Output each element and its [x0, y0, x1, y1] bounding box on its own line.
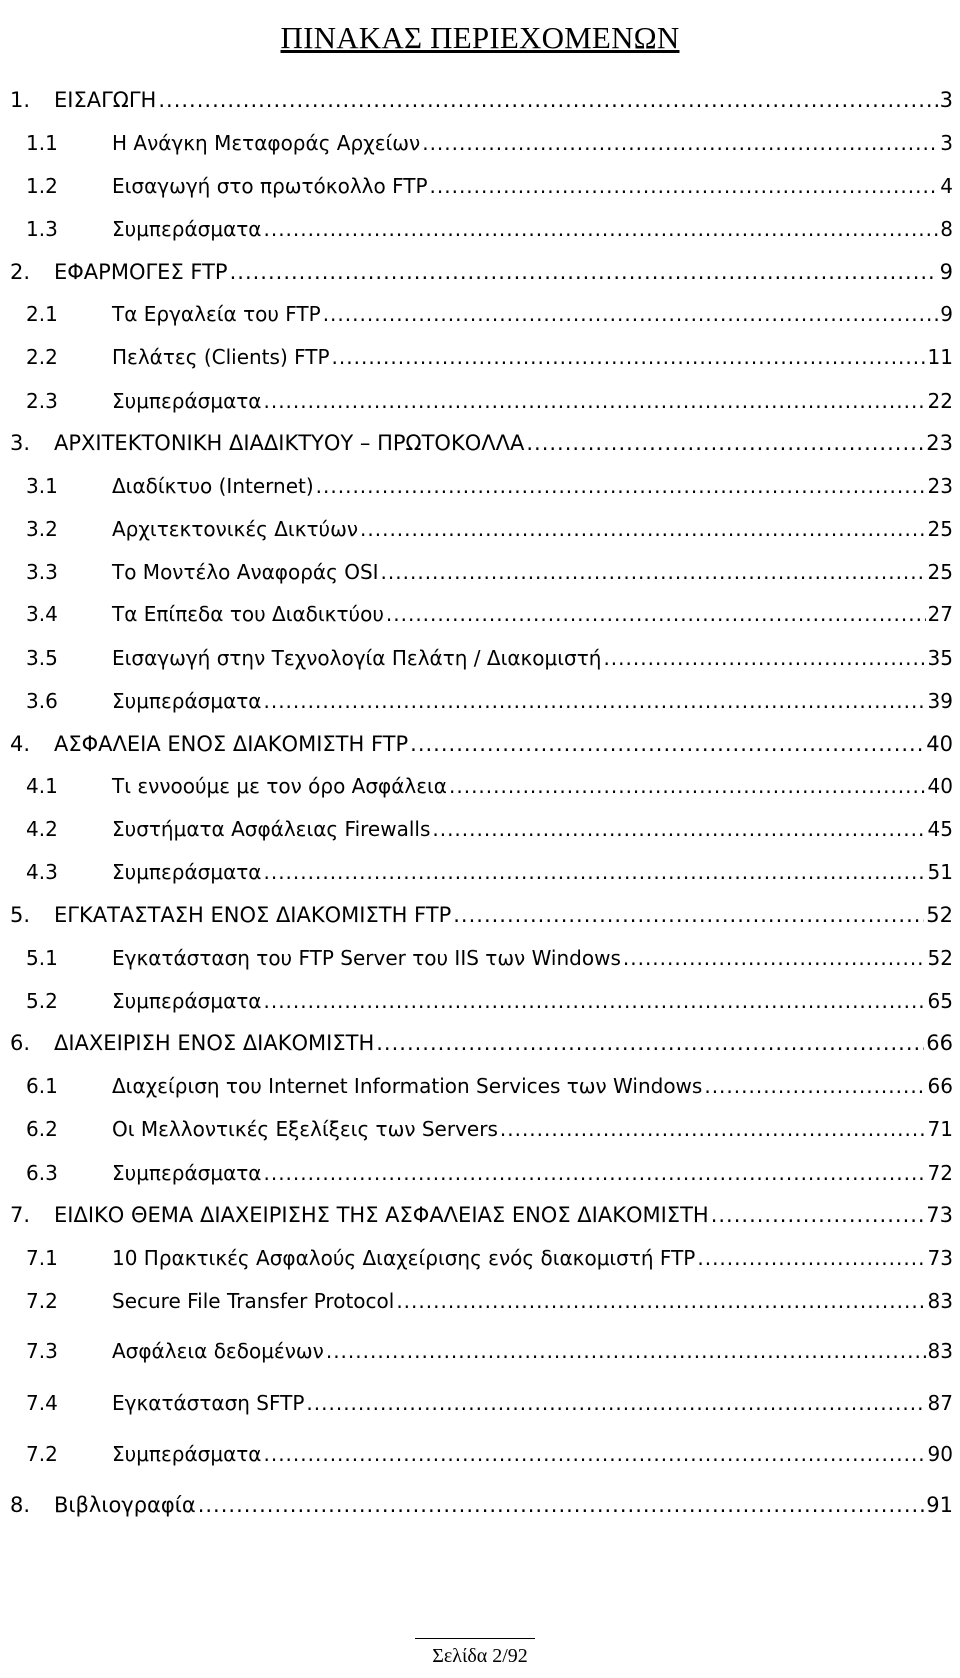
toc-entry[interactable] — [0, 211, 960, 247]
toc-entry-body — [112, 1385, 953, 1421]
toc-entry[interactable] — [0, 811, 960, 847]
toc-entry[interactable] — [0, 82, 960, 118]
toc-leader-dots — [432, 811, 925, 847]
toc-entry-title: ΕΦΑΡΜΟΓΕΣ FTP — [54, 260, 228, 284]
toc-entry-number: 7. — [10, 1203, 31, 1227]
toc-entry-page: 25 — [927, 517, 953, 541]
toc-entry[interactable] — [0, 1111, 960, 1147]
toc-entry-number: 3. — [10, 431, 31, 455]
toc-entry-title: Συμπεράσματα — [112, 1442, 262, 1466]
toc-entry-title: Εισαγωγή στο πρωτόκολλο FTP — [112, 174, 428, 198]
toc-leader-dots — [697, 1240, 925, 1276]
page-footer — [0, 1645, 960, 1668]
toc-entry-number: 4. — [10, 732, 31, 756]
toc-entry[interactable] — [0, 854, 960, 890]
toc-entry-page: 72 — [927, 1161, 953, 1185]
toc-entry[interactable] — [0, 296, 960, 332]
toc-entry-title: Συμπεράσματα — [112, 389, 262, 413]
toc-entry-number: 6. — [10, 1031, 31, 1055]
toc-leader-dots — [410, 726, 924, 762]
toc-entry[interactable] — [0, 1025, 960, 1061]
toc-entry-page: 73 — [927, 1246, 953, 1270]
toc-entry-body — [112, 1068, 953, 1104]
toc-entry-body — [112, 1283, 953, 1319]
toc-leader-dots — [316, 468, 926, 504]
toc-entry-body — [112, 768, 953, 804]
toc-entry-page: 45 — [927, 817, 953, 841]
toc-leader-dots — [711, 1197, 925, 1233]
toc-leader-dots — [386, 596, 926, 632]
toc-entry-page: 25 — [927, 560, 953, 584]
footer-rule — [415, 1638, 535, 1639]
toc-entry[interactable] — [0, 640, 960, 676]
toc-leader-dots — [396, 1283, 925, 1319]
toc-entry-body — [54, 1487, 953, 1523]
toc-entry-page: 27 — [927, 602, 953, 626]
toc-entry-number: 5.2 — [26, 989, 58, 1013]
toc-entry-title: ΕΓΚΑΤΑΣΤΑΣΗ ΕΝΟΣ ΔΙΑΚΟΜΙΣΤΗ FTP — [54, 903, 452, 927]
toc-entry-page: 40 — [926, 732, 953, 756]
toc-entry-number: 3.1 — [26, 474, 58, 498]
toc-entry-page: 73 — [926, 1203, 953, 1227]
toc-entry-page: 71 — [927, 1117, 953, 1141]
toc-leader-dots — [263, 211, 938, 247]
toc-entry-number: 8. — [10, 1493, 31, 1517]
toc-entry[interactable] — [0, 940, 960, 976]
toc-entry-page: 3 — [939, 88, 953, 112]
toc-entry-title: Συμπεράσματα — [112, 217, 262, 241]
toc-entry-body — [112, 640, 953, 676]
toc-entry-title: Εισαγωγή στην Τεχνολογία Πελάτη / Διακομιστή — [112, 646, 602, 670]
toc-entry[interactable] — [0, 1436, 960, 1472]
toc-entry[interactable] — [0, 1068, 960, 1104]
toc-entry[interactable] — [0, 125, 960, 161]
toc-entry-title: 10 Πρακτικές Ασφαλούς Διαχείρισης ενός διακομιστή FTP — [112, 1246, 696, 1270]
toc-entry-number: 4.2 — [26, 817, 58, 841]
toc-entry-page: 52 — [927, 946, 953, 970]
toc-entry-body — [54, 425, 953, 461]
toc-entry[interactable] — [0, 1240, 960, 1276]
toc-entry-number: 7.1 — [26, 1246, 58, 1270]
toc-entry-body — [112, 168, 953, 204]
toc-entry[interactable] — [0, 1487, 960, 1523]
toc-entry-title: Τα Επίπεδα του Διαδικτύου — [112, 602, 384, 626]
toc-entry-title: Εγκατάσταση του FTP Server του IIS των Windows — [112, 946, 621, 970]
toc-entry-number: 7.2 — [26, 1289, 58, 1313]
toc-entry[interactable] — [0, 897, 960, 933]
toc-entry-body — [54, 897, 953, 933]
toc-entry-body — [112, 596, 953, 632]
toc-entry-title: Συμπεράσματα — [112, 860, 262, 884]
toc-entry-number: 5.1 — [26, 946, 58, 970]
toc-entry[interactable] — [0, 1333, 960, 1369]
toc-leader-dots — [326, 1333, 926, 1369]
toc-entry-number: 3.3 — [26, 560, 58, 584]
toc-entry-number: 1.3 — [26, 217, 58, 241]
toc-entry[interactable] — [0, 596, 960, 632]
toc-entry-title: Διαχείριση του Internet Information Services των Windows — [112, 1074, 703, 1098]
toc-entry-body — [112, 1436, 953, 1472]
toc-entry-body — [112, 983, 953, 1019]
toc-entry-number: 4.3 — [26, 860, 58, 884]
toc-entry-title: Συμπεράσματα — [112, 1161, 262, 1185]
toc-entry-title: Εγκατάσταση SFTP — [112, 1391, 305, 1415]
toc-entry-body — [112, 211, 953, 247]
toc-entry-title: Οι Μελλοντικές Εξελίξεις των Servers — [112, 1117, 498, 1141]
toc-entry-body — [112, 683, 953, 719]
toc-leader-dots — [263, 1436, 925, 1472]
toc-entry-page: 66 — [926, 1031, 953, 1055]
toc-entry-body — [112, 511, 953, 547]
toc-entry-body — [112, 383, 953, 419]
toc-entry-page: 83 — [927, 1289, 953, 1313]
toc-leader-dots — [704, 1068, 925, 1104]
toc-entry-number: 3.2 — [26, 517, 58, 541]
toc-entry-body — [112, 125, 953, 161]
toc-entry-page: 65 — [927, 989, 953, 1013]
toc-entry-title: Συμπεράσματα — [112, 989, 262, 1013]
toc-entry-body — [112, 811, 953, 847]
toc-entry-title: Το Μοντέλο Αναφοράς OSI — [112, 560, 379, 584]
toc-entry[interactable] — [0, 1155, 960, 1191]
toc-leader-dots — [430, 168, 939, 204]
toc-leader-dots — [623, 940, 926, 976]
toc-entry-title: Συμπεράσματα — [112, 689, 262, 713]
toc-entry-body — [112, 1111, 953, 1147]
toc-entry-title: Συστήματα Ασφάλειας Firewalls — [112, 817, 431, 841]
toc-entry-page: 40 — [927, 774, 953, 798]
toc-entry-number: 7.2 — [26, 1442, 58, 1466]
toc-entry-page: 83 — [927, 1339, 953, 1363]
toc-entry-page: 23 — [927, 474, 953, 498]
toc-entry-number: 2.1 — [26, 302, 58, 326]
toc-leader-dots — [323, 296, 939, 332]
toc-entry-number: 2. — [10, 260, 31, 284]
toc-leader-dots — [360, 511, 926, 547]
toc-entry-page: 35 — [927, 646, 953, 670]
toc-entry-number: 3.4 — [26, 602, 58, 626]
toc-leader-dots — [449, 768, 926, 804]
toc-leader-dots — [381, 554, 926, 590]
toc-entry-page: 4 — [940, 174, 953, 198]
toc-leader-dots — [263, 854, 925, 890]
toc-entry-title: Secure File Transfer Protocol — [112, 1289, 395, 1313]
toc-entry[interactable] — [0, 254, 960, 290]
toc-entry-body — [112, 940, 953, 976]
toc-entry-number: 7.4 — [26, 1391, 58, 1415]
toc-entry-title: ΑΣΦΑΛΕΙΑ ΕΝΟΣ ΔΙΑΚΟΜΙΣΤΗ FTP — [54, 732, 409, 756]
toc-entry[interactable] — [0, 1197, 960, 1233]
toc-entry-body — [112, 1155, 953, 1191]
toc-entry[interactable] — [0, 468, 960, 504]
toc-leader-dots — [526, 425, 924, 461]
toc-entry-number: 7.3 — [26, 1339, 58, 1363]
toc-entry-title: Πελάτες (Clients) FTP — [112, 345, 330, 369]
toc-entry-body — [54, 1025, 953, 1061]
toc-entry-title: Τα Εργαλεία του FTP — [112, 302, 321, 326]
toc-entry-title: ΕΙΣΑΓΩΓΗ — [54, 88, 157, 112]
toc-entry-title: ΑΡΧΙΤΕΚΤΟΝΙΚΗ ΔΙΑΔΙΚΤΥΟΥ – ΠΡΩΤΟΚΟΛΛΑ — [54, 431, 525, 455]
toc-entry-body — [112, 339, 953, 375]
toc-entry-number: 1.2 — [26, 174, 58, 198]
toc-entry-page: 9 — [939, 260, 953, 284]
toc-entry-title: Διαδίκτυο (Internet) — [112, 474, 314, 498]
toc-leader-dots — [263, 983, 925, 1019]
toc-entry-body — [54, 254, 953, 290]
toc-entry-title: Βιβλιογραφία — [54, 1493, 196, 1517]
toc-entry-page: 22 — [927, 389, 953, 413]
toc-leader-dots — [306, 1385, 925, 1421]
toc-entry-title: Η Ανάγκη Μεταφοράς Αρχείων — [112, 131, 421, 155]
toc-entry-title: ΕΙΔΙΚΟ ΘΕΜΑ ΔΙΑΧΕΙΡΙΣΗΣ ΤΗΣ ΑΣΦΑΛΕΙΑΣ ΕΝΟΣ ΔΙΑΚΟΜΙΣΤΗ — [54, 1203, 709, 1227]
toc-entry[interactable] — [0, 983, 960, 1019]
toc-entry[interactable] — [0, 554, 960, 590]
toc-entry[interactable] — [0, 1385, 960, 1421]
toc-entry[interactable] — [0, 383, 960, 419]
page-title: ΠΙΝΑΚΑΣ ΠΕΡΙΕΧΟΜΕΝΩΝ — [280, 20, 680, 55]
toc-leader-dots — [332, 339, 926, 375]
toc-entry-page: 66 — [927, 1074, 953, 1098]
toc-entry[interactable] — [0, 339, 960, 375]
toc-entry[interactable] — [0, 168, 960, 204]
toc-entry-body — [112, 1333, 953, 1369]
toc-entry-number: 1.1 — [26, 131, 58, 155]
toc-entry-body — [112, 296, 953, 332]
toc-entry-page: 9 — [940, 302, 953, 326]
toc-entry-title: Ασφάλεια δεδομένων — [112, 1339, 324, 1363]
toc-entry[interactable] — [0, 683, 960, 719]
toc-entry-body — [54, 726, 953, 762]
toc-entry-body — [112, 554, 953, 590]
toc-entry[interactable] — [0, 726, 960, 762]
toc-leader-dots — [263, 383, 925, 419]
toc-entry[interactable] — [0, 511, 960, 547]
toc-entry-number: 2.3 — [26, 389, 58, 413]
toc-entry-page: 51 — [927, 860, 953, 884]
toc-entry[interactable] — [0, 425, 960, 461]
toc-entry-number: 2.2 — [26, 345, 58, 369]
toc-entry-number: 3.6 — [26, 689, 58, 713]
toc-entry-number: 5. — [10, 903, 31, 927]
toc-entry-number: 6.1 — [26, 1074, 58, 1098]
toc-leader-dots — [263, 1155, 925, 1191]
toc-entry-page: 90 — [927, 1442, 953, 1466]
toc-entry-page: 52 — [926, 903, 953, 927]
toc-leader-dots — [198, 1487, 925, 1523]
toc-entry-page: 8 — [940, 217, 953, 241]
toc-entry-body — [112, 468, 953, 504]
toc-leader-dots — [263, 683, 925, 719]
toc-entry[interactable] — [0, 1283, 960, 1319]
toc-leader-dots — [603, 640, 925, 676]
toc-entry-page: 91 — [926, 1493, 953, 1517]
toc-entry-number: 3.5 — [26, 646, 58, 670]
toc-entry-body — [112, 1240, 953, 1276]
toc-entry-title: Αρχιτεκτονικές Δικτύων — [112, 517, 359, 541]
toc-leader-dots — [422, 125, 938, 161]
toc-entry[interactable] — [0, 768, 960, 804]
toc-entry-page: 87 — [927, 1391, 953, 1415]
toc-entry-title: ΔΙΑΧΕΙΡΙΣΗ ΕΝΟΣ ΔΙΑΚΟΜΙΣΤΗ — [54, 1031, 375, 1055]
toc-entry-number: 1. — [10, 88, 31, 112]
toc-entry-page: 23 — [926, 431, 953, 455]
toc-entry-number: 6.3 — [26, 1161, 58, 1185]
toc-entry-title: Τι εννοούμε με τον όρο Ασφάλεια — [112, 774, 447, 798]
toc-leader-dots — [500, 1111, 926, 1147]
toc-entry-body — [54, 82, 953, 118]
toc-entry-body — [112, 854, 953, 890]
toc-leader-dots — [376, 1025, 924, 1061]
toc-entry-page: 3 — [940, 131, 953, 155]
toc-leader-dots — [158, 82, 937, 118]
page-number-label: Σελίδα 2/92 — [432, 1645, 528, 1667]
toc-entry-page: 39 — [927, 689, 953, 713]
toc-leader-dots — [453, 897, 924, 933]
toc-entry-page: 11 — [927, 345, 953, 369]
toc-entry-number: 6.2 — [26, 1117, 58, 1141]
toc-entry-body — [54, 1197, 953, 1233]
toc-leader-dots — [230, 254, 938, 290]
toc-entry-number: 4.1 — [26, 774, 58, 798]
